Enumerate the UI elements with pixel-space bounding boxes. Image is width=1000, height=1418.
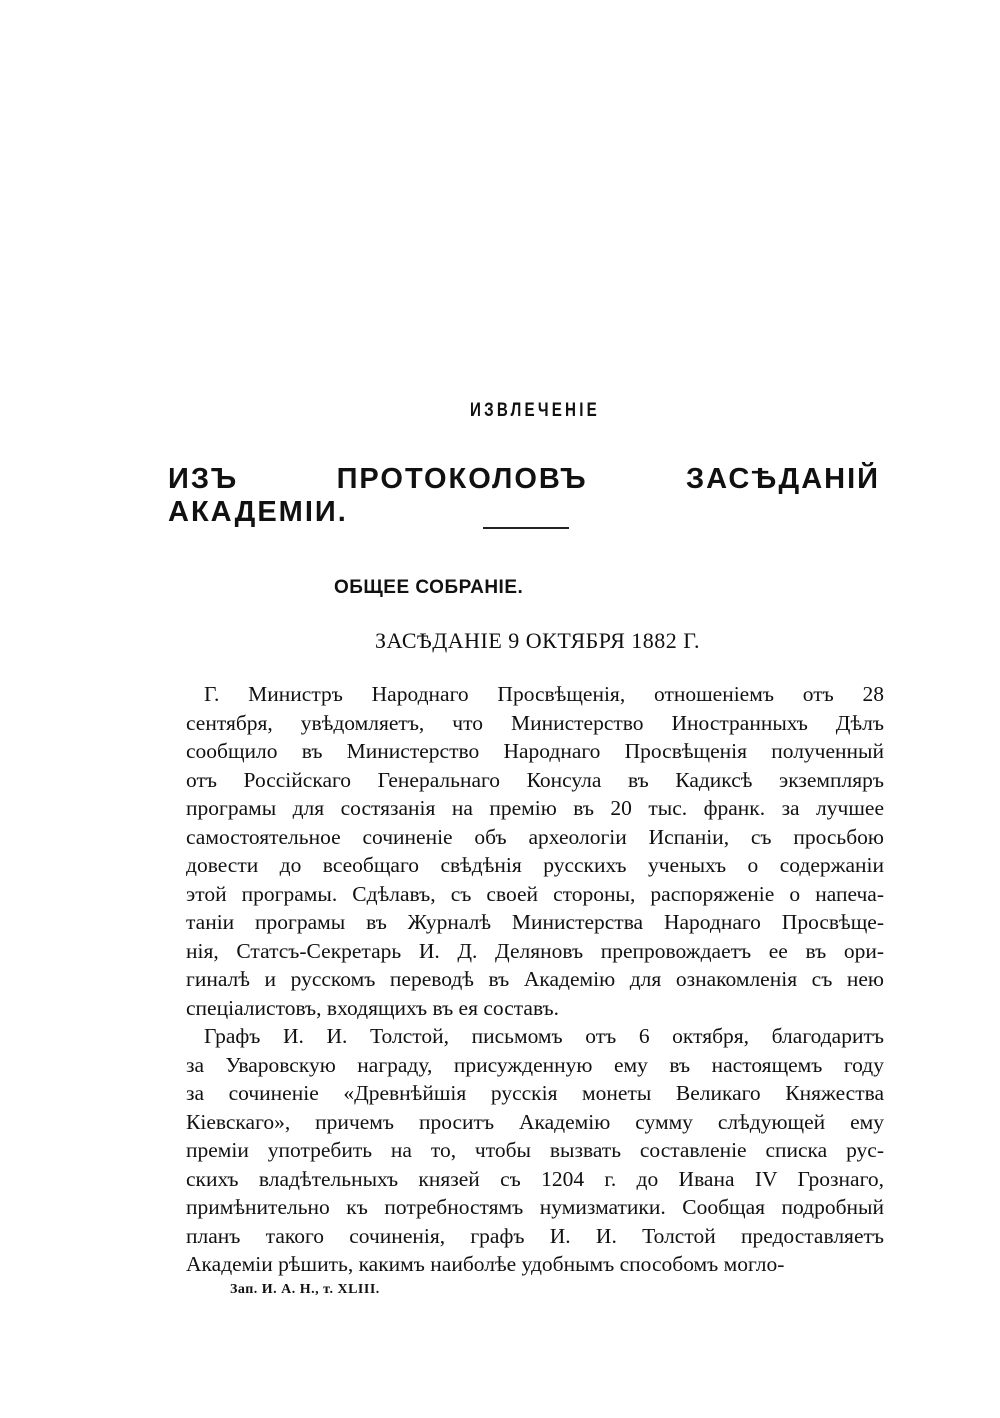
section-heading: ОБЩЕЕ СОБРАНІЕ. xyxy=(334,577,524,598)
paragraph xyxy=(186,1022,884,1279)
text-line: сентября, увѣдомляетъ, что Министерство Иностранныхъ Дѣлъ xyxy=(186,710,884,735)
text-line: сообщило въ Министерство Народнаго Просвѣщенія полученный xyxy=(186,739,884,763)
text-line: планъ такого сочиненія, графъ И. И. Толстой предоставляетъ xyxy=(186,1223,884,1248)
text-line: Академіи рѣшить, какимъ наиболѣе удобнымъ способомъ могло- xyxy=(186,1252,785,1276)
page-title: ИЗЪ ПРОТОКОЛОВЪ ЗАСѢДАНІЙ АКАДЕМІИ. xyxy=(168,463,880,528)
text-line: спеціалистовъ, входящихъ въ ея составъ. xyxy=(186,995,560,1020)
text-line: нія, Статсъ-Секретарь И. Д. Деляновъ препровождаетъ ее въ ори- xyxy=(186,938,884,963)
session-heading: ЗАСѢДАНІЕ 9 ОКТЯБРЯ 1882 Г. xyxy=(375,628,701,653)
text-line: таніи програмы въ Журналѣ Министерства Народнаго Просвѣще- xyxy=(186,910,884,934)
text-line: отъ Россійскаго Генеральнаго Консула въ Кадиксѣ экземпляръ xyxy=(186,767,884,792)
text-line: довести до всеобщаго свѣдѣнія русскихъ ученыхъ о содержаніи xyxy=(186,853,884,877)
heading-kicker: ИЗВЛЕЧЕНІЕ xyxy=(469,400,600,421)
body-text xyxy=(186,680,884,1279)
text-line: гиналѣ и русскомъ переводѣ въ Академію для ознакомленія съ нею xyxy=(186,967,884,991)
text-line: преміи употребить на то, чтобы вызвать составленіе списка рус- xyxy=(186,1138,884,1162)
signature-mark: Зап. И. А. Н., т. XLIII. xyxy=(230,1282,380,1297)
title-divider xyxy=(483,527,569,529)
text-line: скихъ владѣтельныхъ князей съ 1204 г. до Ивана IV Грознаго, xyxy=(186,1166,884,1191)
text-line: Г. Министръ Народнаго Просвѣщенія, отношеніемъ отъ 28 xyxy=(204,682,884,706)
text-line: за Уваровскую награду, присужденную ему въ настоящемъ году xyxy=(186,1052,884,1077)
text-line: програмы для состязанія на премію въ 20 тыс. франк. за лучшее xyxy=(186,796,884,820)
text-line: за сочиненіе «Древнѣйшія русскія монеты Великаго Княжества xyxy=(186,1081,884,1105)
text-line: Графъ И. И. Толстой, письмомъ отъ 6 октября, благодаритъ xyxy=(204,1024,884,1048)
text-line: этой програмы. Сдѣлавъ, съ своей стороны, распоряженіе о напеча- xyxy=(186,881,884,906)
text-line: Кіевскаго», причемъ проситъ Академію сумму слѣдующей ему xyxy=(186,1109,884,1134)
text-line: самостоятельное сочиненіе объ археологіи Испаніи, съ просьбою xyxy=(186,824,884,849)
text-line: примѣнительно къ потребностямъ нумизматики. Сообщая подробный xyxy=(186,1195,884,1219)
paragraph xyxy=(186,680,884,1022)
